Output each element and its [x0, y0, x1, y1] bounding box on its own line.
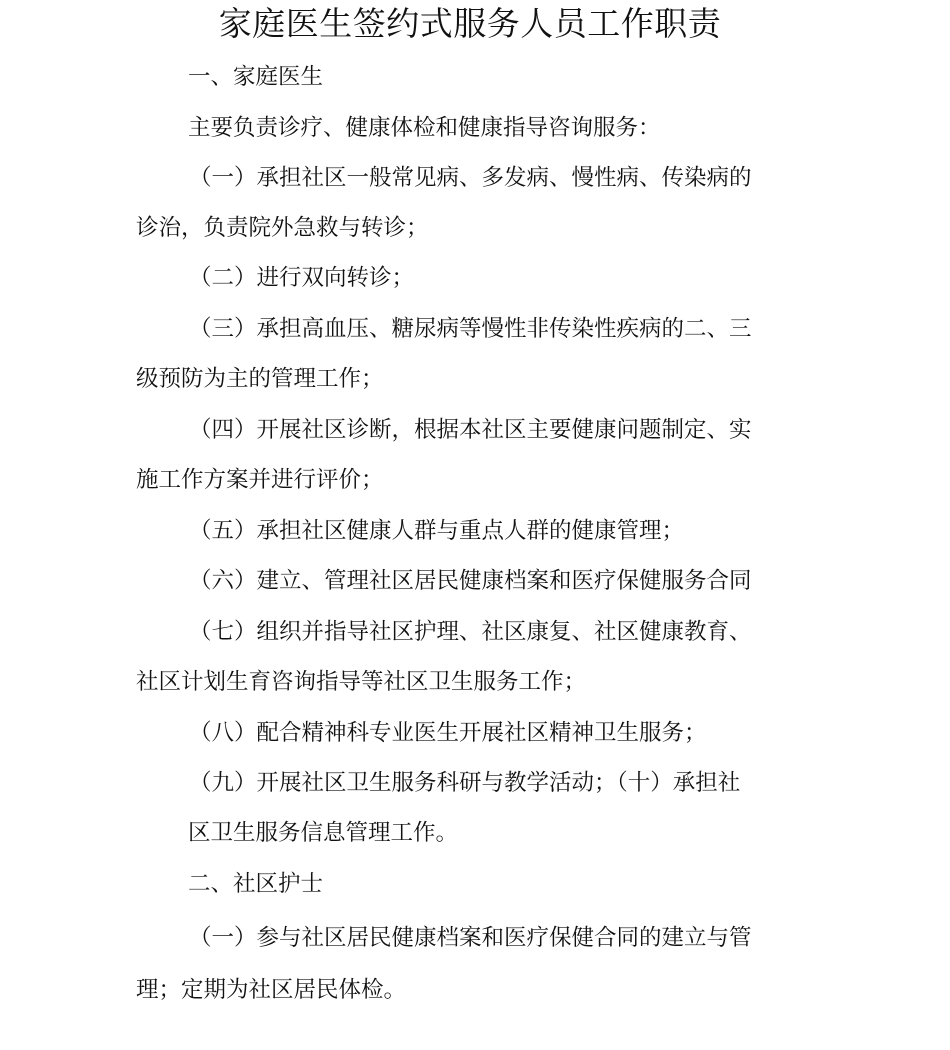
- list-item-line: （九）开展社区卫生服务科研与教学活动；（十）承担社: [189, 770, 741, 796]
- section-heading-community-nurse: 二、社区护士: [188, 871, 324, 897]
- list-item-continuation: 诊治，负责院外急救与转诊；: [136, 215, 429, 241]
- page-title: 家庭医生签约式服务人员工作职责: [218, 4, 722, 43]
- list-item-line: （四）开展社区诊断，根据本社区主要健康问题制定、实: [189, 417, 752, 443]
- list-item-continuation: 区卫生服务信息管理工作。: [188, 820, 459, 846]
- list-item-line: （七）组织并指导社区护理、社区康复、社区健康教育、: [189, 619, 752, 645]
- list-item-line: （六）建立、管理社区居民健康档案和医疗保健服务合同: [189, 568, 752, 594]
- list-item-line: （一）承担社区一般常见病、多发病、慢性病、传染病的: [189, 165, 752, 191]
- list-item-line: （二）进行双向转诊；: [189, 265, 415, 291]
- list-item-line: （三）承担高血压、糖尿病等慢性非传染性疾病的二、三: [189, 316, 752, 342]
- list-item-line: （五）承担社区健康人群与重点人群的健康管理；: [189, 518, 685, 544]
- list-item-continuation: 理；定期为社区居民体检。: [136, 977, 407, 1003]
- list-item-continuation: 级预防为主的管理工作；: [136, 366, 384, 392]
- list-item-continuation: 社区计划生育咨询指导等社区卫生服务工作；: [136, 669, 587, 695]
- list-item-continuation: 施工作方案并进行评价；: [136, 467, 384, 493]
- paragraph-line: 主要负责诊疗、健康体检和健康指导咨询服务：: [188, 115, 661, 141]
- section-heading-family-doctor: 一、家庭医生: [188, 64, 324, 90]
- list-item-line: （一）参与社区居民健康档案和医疗保健合同的建立与管: [189, 925, 752, 951]
- list-item-line: （八）配合精神科专业医生开展社区精神卫生服务；: [189, 720, 707, 746]
